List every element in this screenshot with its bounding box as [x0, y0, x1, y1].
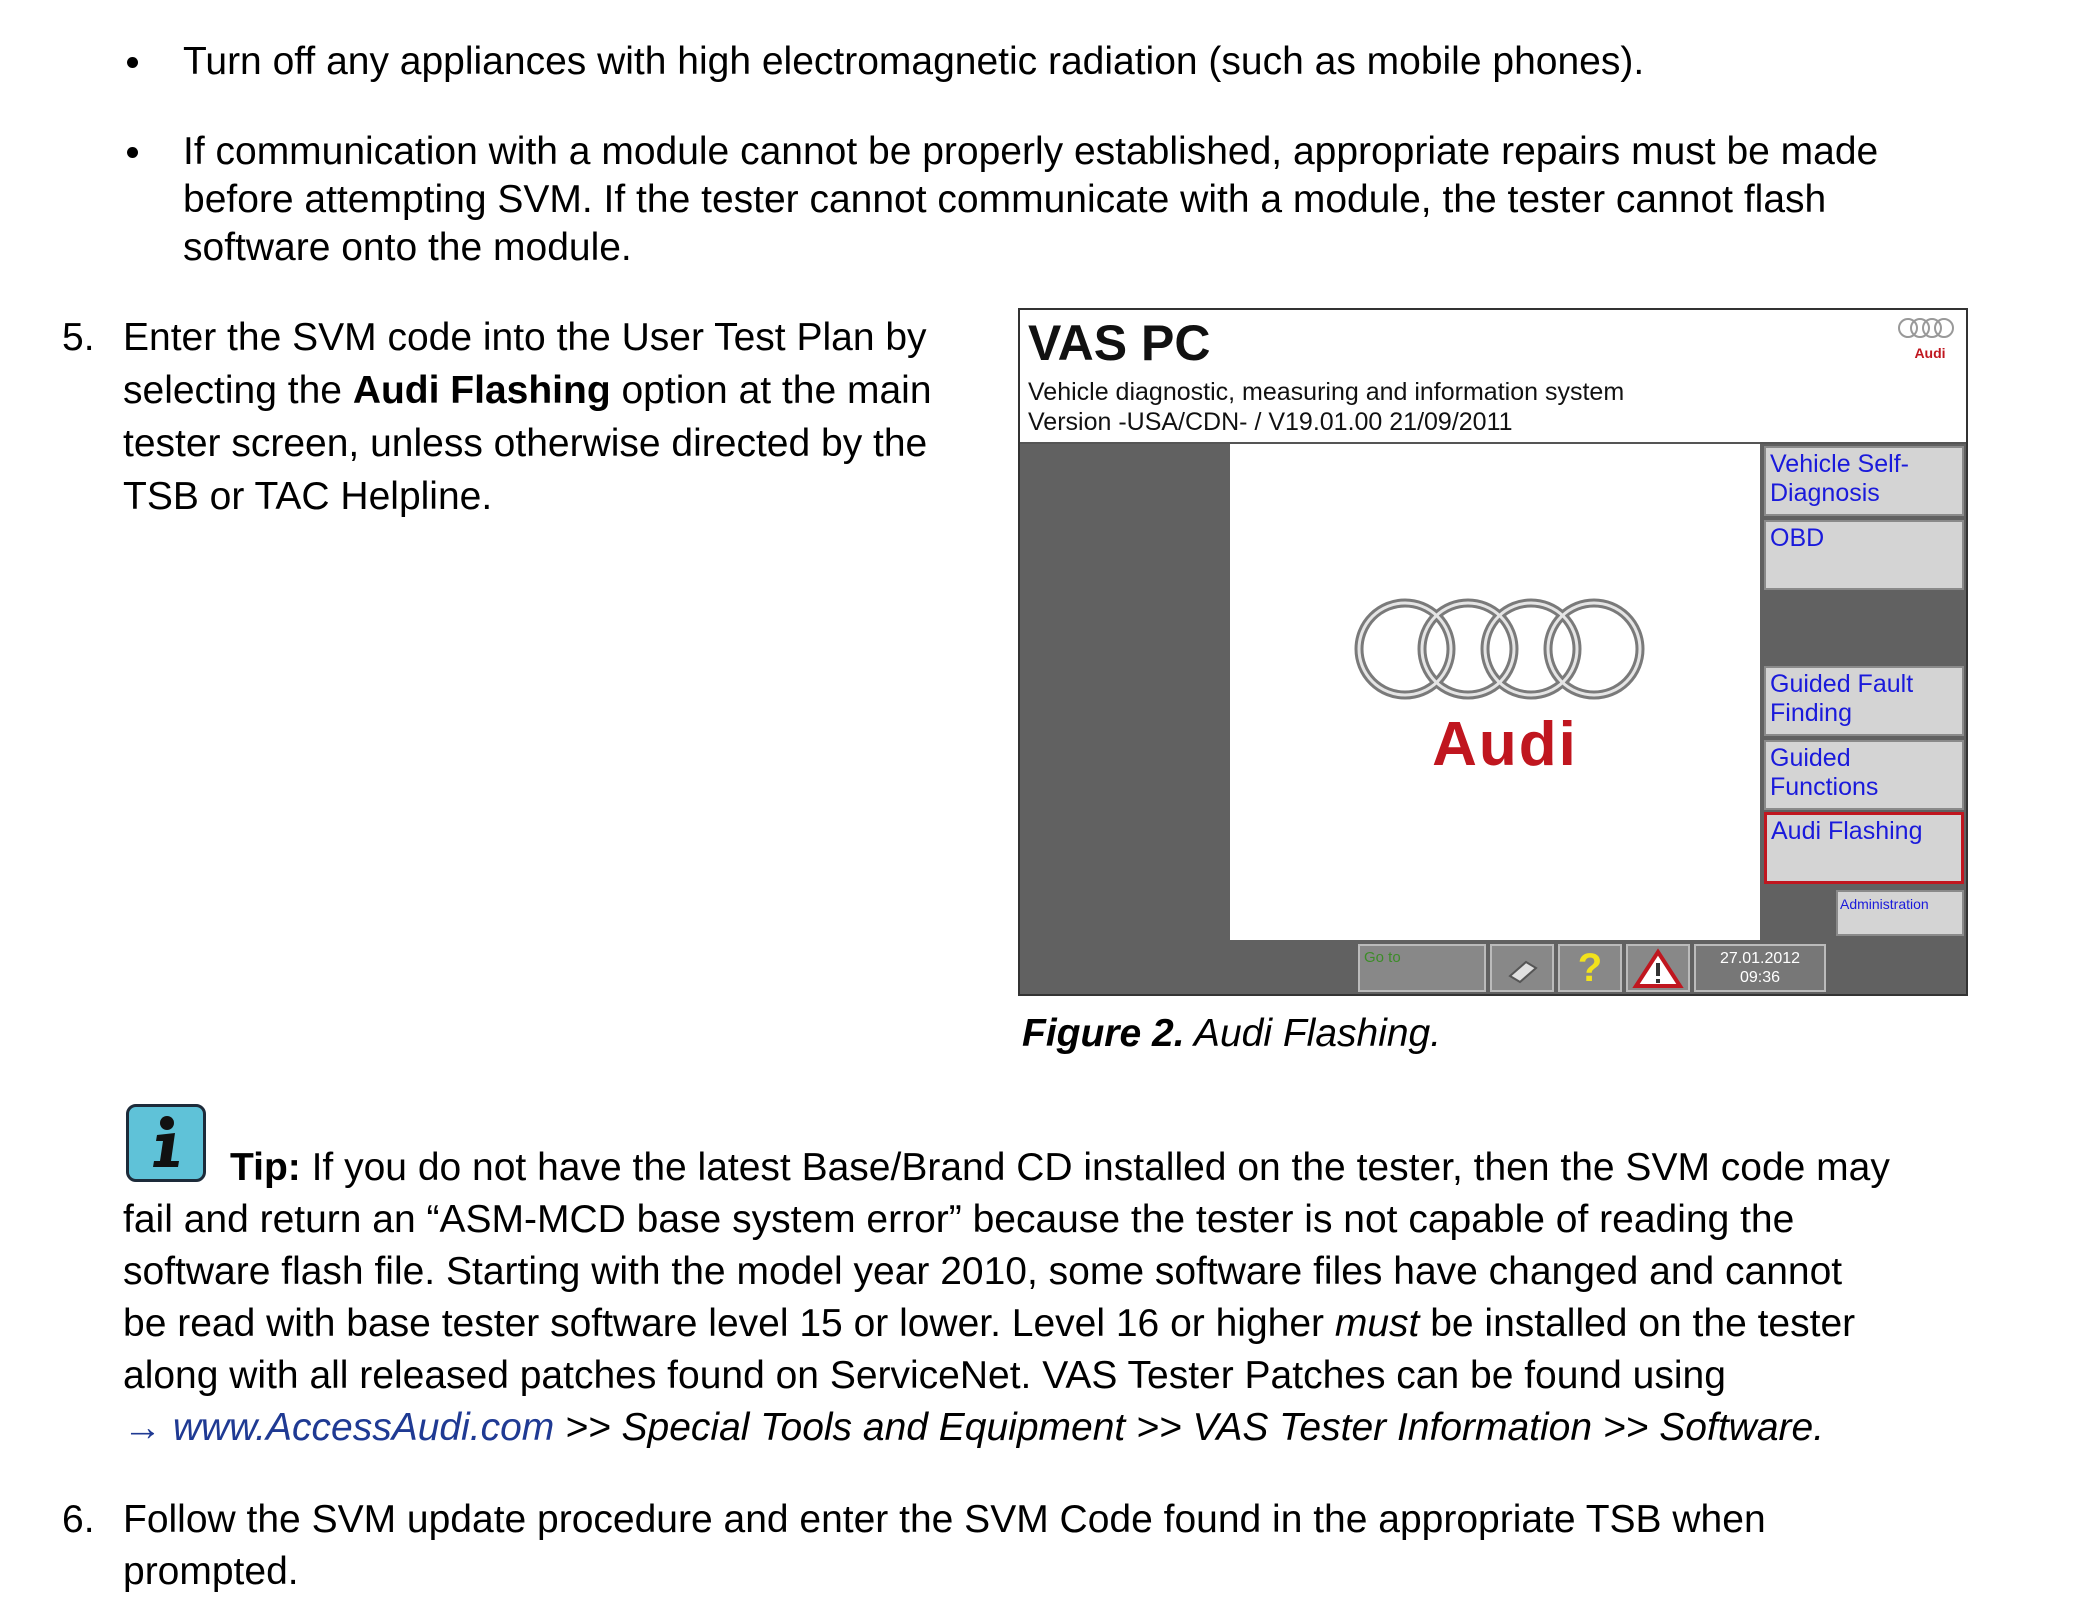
tip-label: Tip:	[230, 1146, 301, 1189]
tip-text: If you do not have the latest Base/Brand CD installed on the tester, then the SVM code may	[300, 1146, 1890, 1189]
date-text: 27.01.2012	[1719, 950, 1801, 967]
app-title: VAS PC	[1028, 315, 1211, 371]
audi-rings-logo	[1350, 594, 1650, 704]
tip-line	[123, 1298, 1855, 1350]
datetime-display	[1694, 944, 1826, 992]
vas-header	[1020, 310, 1966, 444]
step-text: Follow the SVM update procedure and enter the SVM Code found in the appropriate TSB when	[123, 1498, 1766, 1541]
audi-flashing-emphasis: Audi Flashing	[352, 369, 611, 412]
help-icon: ?	[1577, 946, 1603, 990]
vas-pc-screenshot	[1018, 308, 1968, 996]
app-subtitle: Vehicle diagnostic, measuring and information system	[1028, 378, 1625, 406]
step-text-part: selecting the	[123, 369, 353, 412]
audi-wordmark: Audi	[1432, 710, 1578, 779]
logo-pane	[1230, 444, 1760, 940]
tip-text: be installed on the tester	[1419, 1302, 1856, 1345]
warning-icon	[1628, 946, 1688, 990]
step-text: TSB or TAC Helpline.	[123, 475, 493, 518]
step-text: prompted.	[123, 1550, 299, 1593]
figure-caption	[1022, 1012, 1441, 1056]
app-version: Version -USA/CDN- / V19.01.00 21/09/2011	[1028, 408, 1513, 436]
step-text	[123, 365, 932, 417]
tip-emphasis: must	[1334, 1302, 1420, 1345]
bullet-dot	[127, 147, 138, 158]
step-number: 5.	[62, 316, 95, 359]
step-text: tester screen, unless otherwise directed by the	[123, 422, 928, 465]
obd-button[interactable]: OBD	[1764, 520, 1964, 590]
goto-button[interactable]: Go to	[1358, 944, 1486, 992]
warning-button[interactable]	[1626, 944, 1690, 992]
corner-brand-text: Audi	[1914, 345, 1946, 361]
tip-line	[230, 1142, 1890, 1194]
bullet-text: before attempting SVM. If the tester cannot communicate with a module, the tester cannot flash	[183, 178, 1827, 221]
bullet-text: Turn off any appliances with high electromagnetic radiation (such as mobile phones).	[183, 40, 1645, 83]
guided-functions-button[interactable]: Guided Functions	[1764, 740, 1964, 810]
administration-button[interactable]: Administration	[1836, 890, 1964, 936]
bullet-text: software onto the module.	[183, 226, 632, 269]
step-text: Enter the SVM code into the User Test Plan by	[123, 316, 927, 359]
info-icon	[126, 1104, 206, 1182]
printer-icon	[1492, 946, 1552, 990]
caption-label: Figure 2.	[1022, 1012, 1185, 1055]
print-button[interactable]	[1490, 944, 1554, 992]
audi-flashing-button[interactable]: Audi Flashing	[1764, 812, 1964, 884]
bullet-dot	[127, 57, 138, 68]
step-number: 6.	[62, 1498, 95, 1541]
step-text-part: option at the main	[610, 369, 932, 412]
help-button[interactable]	[1558, 944, 1622, 992]
caption-text: Audi Flashing.	[1184, 1012, 1442, 1055]
vas-body	[1020, 444, 1966, 994]
tip-line	[123, 1402, 1824, 1454]
tip-line: software flash file. Starting with the model year 2010, some software files have changed and cannot	[123, 1250, 1843, 1293]
tip-text: be read with base tester software level 15 or lower. Level 16 or higher	[123, 1302, 1335, 1345]
accessaudi-link[interactable]: → www.AccessAudi.com	[123, 1406, 555, 1449]
guided-fault-finding-button[interactable]: Guided Fault Finding	[1764, 666, 1964, 736]
bullet-text: If communication with a module cannot be properly established, appropriate repairs must be made	[183, 130, 1879, 173]
time-text: 09:36	[1739, 969, 1781, 986]
vehicle-self-diagnosis-button[interactable]: Vehicle Self- Diagnosis	[1764, 446, 1964, 516]
tip-path-text: >> Special Tools and Equipment >> VAS Tester Information >> Software.	[554, 1406, 1825, 1449]
info-glyph	[129, 1107, 203, 1179]
tip-line: fail and return an “ASM-MCD base system error” because the tester is not capable of reading the	[123, 1198, 1795, 1241]
corner-audi-logo	[1896, 314, 1962, 366]
tip-line: along with all released patches found on ServiceNet. VAS Tester Patches can be found using	[123, 1354, 1726, 1397]
